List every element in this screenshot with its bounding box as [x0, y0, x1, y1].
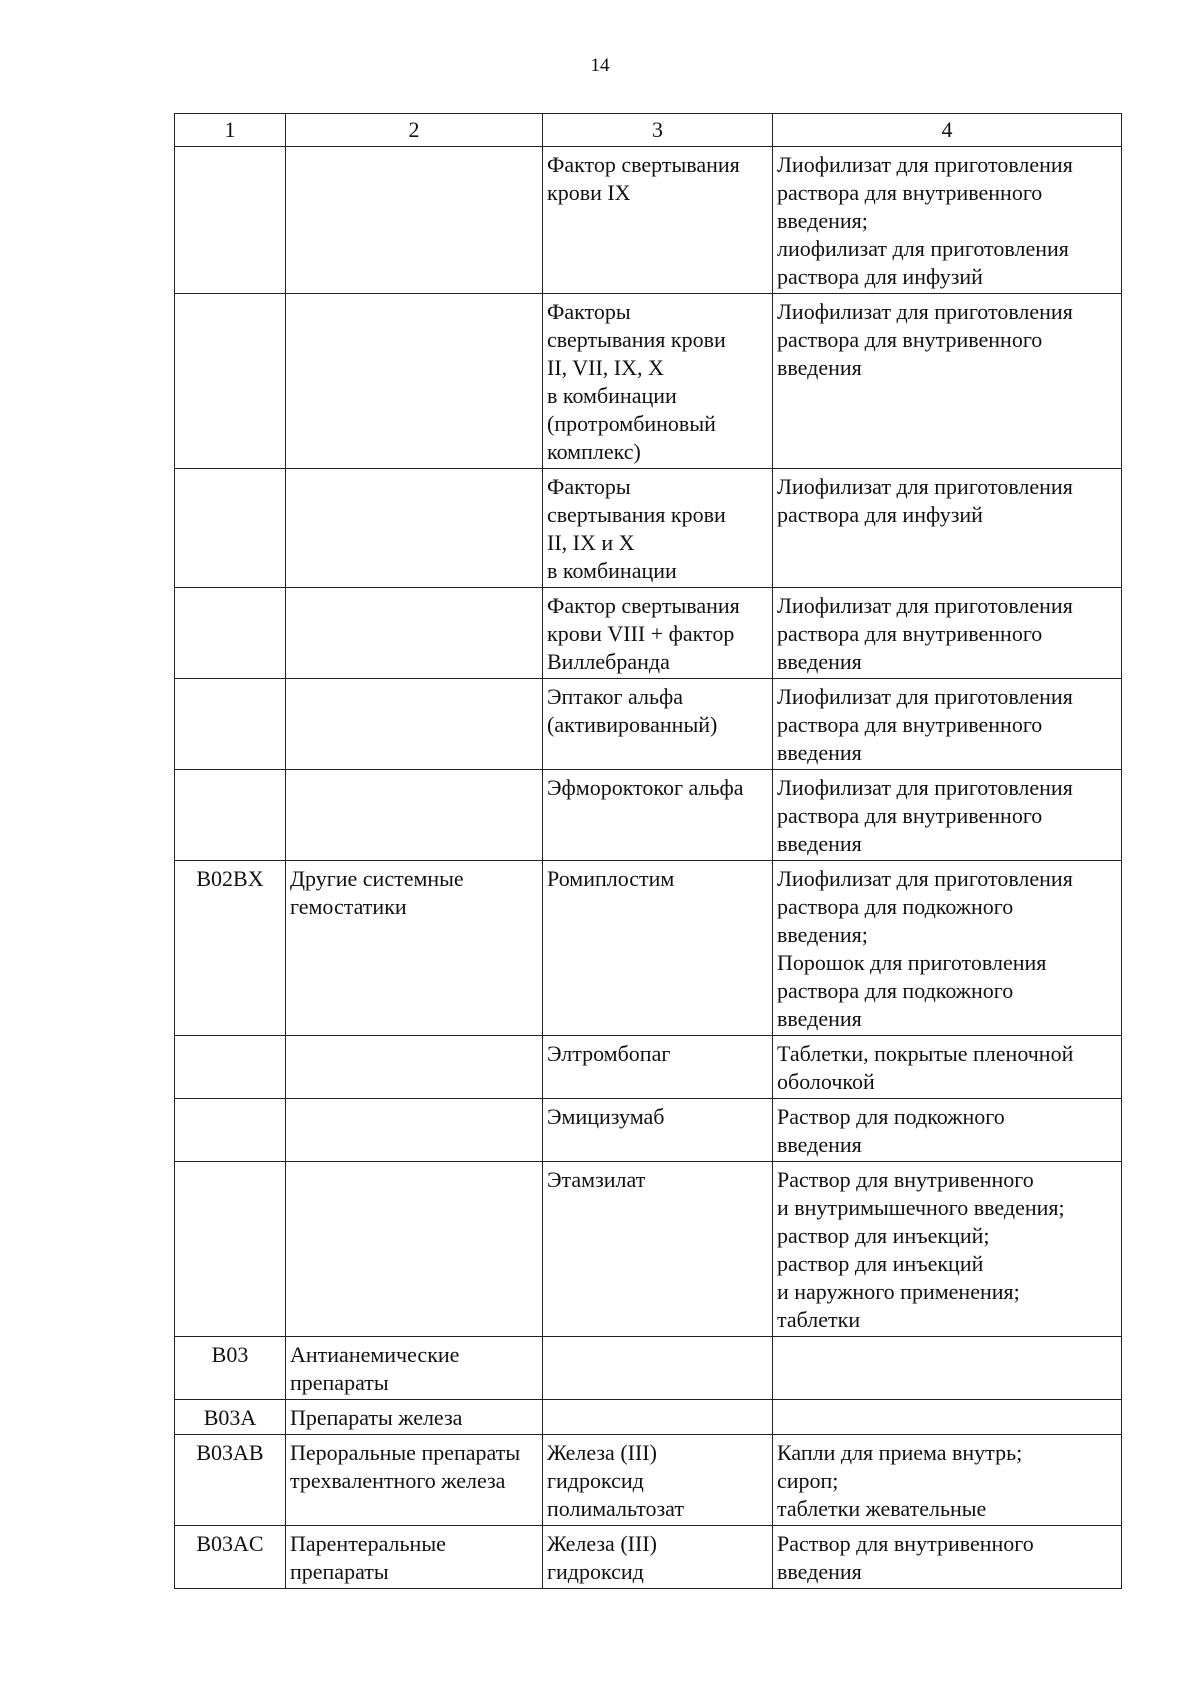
cell-line: гидроксид — [547, 1468, 644, 1493]
group-name-cell — [286, 679, 543, 770]
cell-line: комплекс) — [547, 439, 641, 464]
cell-line: Эфмороктоког альфа — [547, 775, 744, 800]
dosage-form-cell — [773, 147, 1122, 294]
drug-name-cell — [543, 1337, 773, 1400]
dosage-form-cell — [773, 1036, 1122, 1099]
group-name-cell — [286, 588, 543, 679]
cell-line: Фактор свертывания — [547, 593, 740, 618]
dosage-form-cell — [773, 588, 1122, 679]
cell-line: Антианемические — [290, 1342, 460, 1367]
cell-line: Фактор свертывания — [547, 152, 740, 177]
cell-line: введения — [777, 649, 862, 674]
atc-code-cell: B02BX — [175, 861, 286, 1036]
cell-line: введения — [777, 740, 862, 765]
group-name-cell — [286, 469, 543, 588]
header-cell: 3 — [543, 114, 773, 147]
drug-name-cell — [543, 1099, 773, 1162]
table-row — [175, 1036, 1122, 1099]
cell-line: раствора для внутривенного — [777, 327, 1043, 352]
group-name-cell — [286, 1337, 543, 1400]
table-row — [175, 861, 1122, 1036]
cell-line: полимальтозат — [547, 1496, 684, 1521]
cell-line: раствора для подкожного — [777, 978, 1014, 1003]
drug-name-cell — [543, 294, 773, 469]
cell-line: сироп; — [777, 1468, 839, 1493]
cell-line: раствора для подкожного — [777, 894, 1014, 919]
cell-line: Препараты железа — [290, 1405, 463, 1430]
table-row — [175, 1099, 1122, 1162]
drug-name-cell — [543, 679, 773, 770]
drug-name-cell — [543, 861, 773, 1036]
cell-line: раствора для инфузий — [777, 502, 983, 527]
cell-line: Раствор для внутривенного — [777, 1167, 1034, 1192]
table-row — [175, 588, 1122, 679]
atc-code-cell — [175, 679, 286, 770]
atc-code-cell: B03AC — [175, 1526, 286, 1589]
cell-line: Таблетки, покрытые пленочной — [777, 1041, 1074, 1066]
cell-line: раствор для инъекций; — [777, 1223, 990, 1248]
table-row — [175, 294, 1122, 469]
table-row — [175, 147, 1122, 294]
drug-name-cell — [543, 1036, 773, 1099]
cell-line: гемостатики — [290, 894, 407, 919]
cell-line: препараты — [290, 1559, 389, 1584]
group-name-cell — [286, 1526, 543, 1589]
cell-line: Порошок для приготовления — [777, 950, 1047, 975]
header-row — [175, 114, 1122, 147]
cell-line: (активированный) — [547, 712, 718, 737]
cell-line: крови VIII + фактор — [547, 621, 735, 646]
dosage-form-cell — [773, 1435, 1122, 1526]
atc-code-cell: B03A — [175, 1400, 286, 1435]
cell-line: Железа (III) — [547, 1440, 657, 1465]
drug-name-cell — [543, 469, 773, 588]
header-cell: 4 — [773, 114, 1122, 147]
cell-line: Факторы — [547, 299, 631, 324]
dosage-form-cell — [773, 1337, 1122, 1400]
cell-line: лиофилизат для приготовления — [777, 236, 1069, 261]
cell-line: Элтромбопаг — [547, 1041, 671, 1066]
group-name-cell — [286, 1400, 543, 1435]
dosage-form-cell — [773, 1162, 1122, 1337]
table-row — [175, 679, 1122, 770]
cell-line: введения; — [777, 208, 868, 233]
cell-line: свертывания крови — [547, 327, 726, 352]
cell-line: Виллебранда — [547, 649, 670, 674]
cell-line: и наружного применения; — [777, 1279, 1020, 1304]
cell-line: Раствор для внутривенного — [777, 1531, 1034, 1556]
drug-table — [174, 113, 1122, 1589]
cell-line: препараты — [290, 1370, 389, 1395]
page-number: 14 — [590, 55, 610, 76]
cell-line: введения; — [777, 922, 868, 947]
cell-line: Ромиплостим — [547, 866, 675, 891]
atc-code-cell — [175, 1099, 286, 1162]
cell-line: гидроксид — [547, 1559, 644, 1584]
cell-line: таблетки — [777, 1307, 861, 1332]
group-name-cell — [286, 1036, 543, 1099]
drug-name-cell — [543, 588, 773, 679]
table-row — [175, 1337, 1122, 1400]
dosage-form-cell — [773, 294, 1122, 469]
dosage-form-cell — [773, 1526, 1122, 1589]
cell-line: Эмицизумаб — [547, 1104, 665, 1129]
cell-line: Этамзилат — [547, 1167, 646, 1192]
cell-line: и внутримышечного введения; — [777, 1195, 1065, 1220]
table-row — [175, 1435, 1122, 1526]
group-name-cell — [286, 1099, 543, 1162]
cell-line: Лиофилизат для приготовления — [777, 474, 1073, 499]
atc-code-cell — [175, 294, 286, 469]
cell-line: (протромбиновый — [547, 411, 716, 436]
header-cell: 2 — [286, 114, 543, 147]
cell-line: раствора для внутривенного — [777, 803, 1043, 828]
cell-line: введения — [777, 1132, 862, 1157]
cell-line: таблетки жевательные — [777, 1496, 987, 1521]
cell-line: Раствор для подкожного — [777, 1104, 1005, 1129]
cell-line: II, VII, IX, X — [547, 355, 664, 380]
table-row — [175, 1400, 1122, 1435]
cell-line: введения — [777, 1559, 862, 1584]
drug-name-cell — [543, 770, 773, 861]
cell-line: Лиофилизат для приготовления — [777, 775, 1073, 800]
cell-line: Лиофилизат для приготовления — [777, 684, 1073, 709]
cell-line: Капли для приема внутрь; — [777, 1440, 1023, 1465]
drug-name-cell — [543, 147, 773, 294]
cell-line: раствора для внутривенного — [777, 621, 1043, 646]
cell-line: раствора для инфузий — [777, 264, 983, 289]
dosage-form-cell — [773, 1400, 1122, 1435]
table-row — [175, 1526, 1122, 1589]
atc-code-cell — [175, 770, 286, 861]
cell-line: Эптаког альфа — [547, 684, 684, 709]
atc-code-cell — [175, 1036, 286, 1099]
cell-line: в комбинации — [547, 558, 677, 583]
cell-line: введения — [777, 355, 862, 380]
cell-line: Лиофилизат для приготовления — [777, 299, 1073, 324]
atc-code-cell — [175, 588, 286, 679]
cell-line: Лиофилизат для приготовления — [777, 152, 1073, 177]
dosage-form-cell — [773, 679, 1122, 770]
dosage-form-cell — [773, 1099, 1122, 1162]
cell-line: Факторы — [547, 474, 631, 499]
cell-line: трехвалентного железа — [290, 1468, 506, 1493]
group-name-cell — [286, 147, 543, 294]
header-cell: 1 — [175, 114, 286, 147]
group-name-cell — [286, 294, 543, 469]
cell-line: Пероральные препараты — [290, 1440, 521, 1465]
cell-line: раствора для внутривенного — [777, 712, 1043, 737]
table-row — [175, 469, 1122, 588]
atc-code-cell — [175, 1162, 286, 1337]
cell-line: свертывания крови — [547, 502, 726, 527]
cell-line: Железа (III) — [547, 1531, 657, 1556]
dosage-form-cell — [773, 469, 1122, 588]
group-name-cell — [286, 1162, 543, 1337]
drug-name-cell — [543, 1526, 773, 1589]
cell-line: крови IX — [547, 180, 631, 205]
cell-line: Лиофилизат для приготовления — [777, 866, 1073, 891]
group-name-cell — [286, 770, 543, 861]
cell-line: Лиофилизат для приготовления — [777, 593, 1073, 618]
cell-line: в комбинации — [547, 383, 677, 408]
cell-line: Парентеральные — [290, 1531, 446, 1556]
cell-line: раствор для инъекций — [777, 1251, 984, 1276]
cell-line: II, IX и X — [547, 530, 635, 555]
cell-line: раствора для внутривенного — [777, 180, 1043, 205]
cell-line: введения — [777, 1006, 862, 1031]
table-row — [175, 1162, 1122, 1337]
atc-code-cell — [175, 147, 286, 294]
drug-name-cell — [543, 1435, 773, 1526]
cell-line: оболочкой — [777, 1069, 875, 1094]
atc-code-cell: B03AB — [175, 1435, 286, 1526]
table-row — [175, 770, 1122, 861]
drug-name-cell — [543, 1400, 773, 1435]
atc-code-cell — [175, 469, 286, 588]
cell-line: введения — [777, 831, 862, 856]
cell-line: Другие системные — [290, 866, 464, 891]
dosage-form-cell — [773, 770, 1122, 861]
drug-name-cell — [543, 1162, 773, 1337]
group-name-cell — [286, 861, 543, 1036]
atc-code-cell: B03 — [175, 1337, 286, 1400]
group-name-cell — [286, 1435, 543, 1526]
dosage-form-cell — [773, 861, 1122, 1036]
